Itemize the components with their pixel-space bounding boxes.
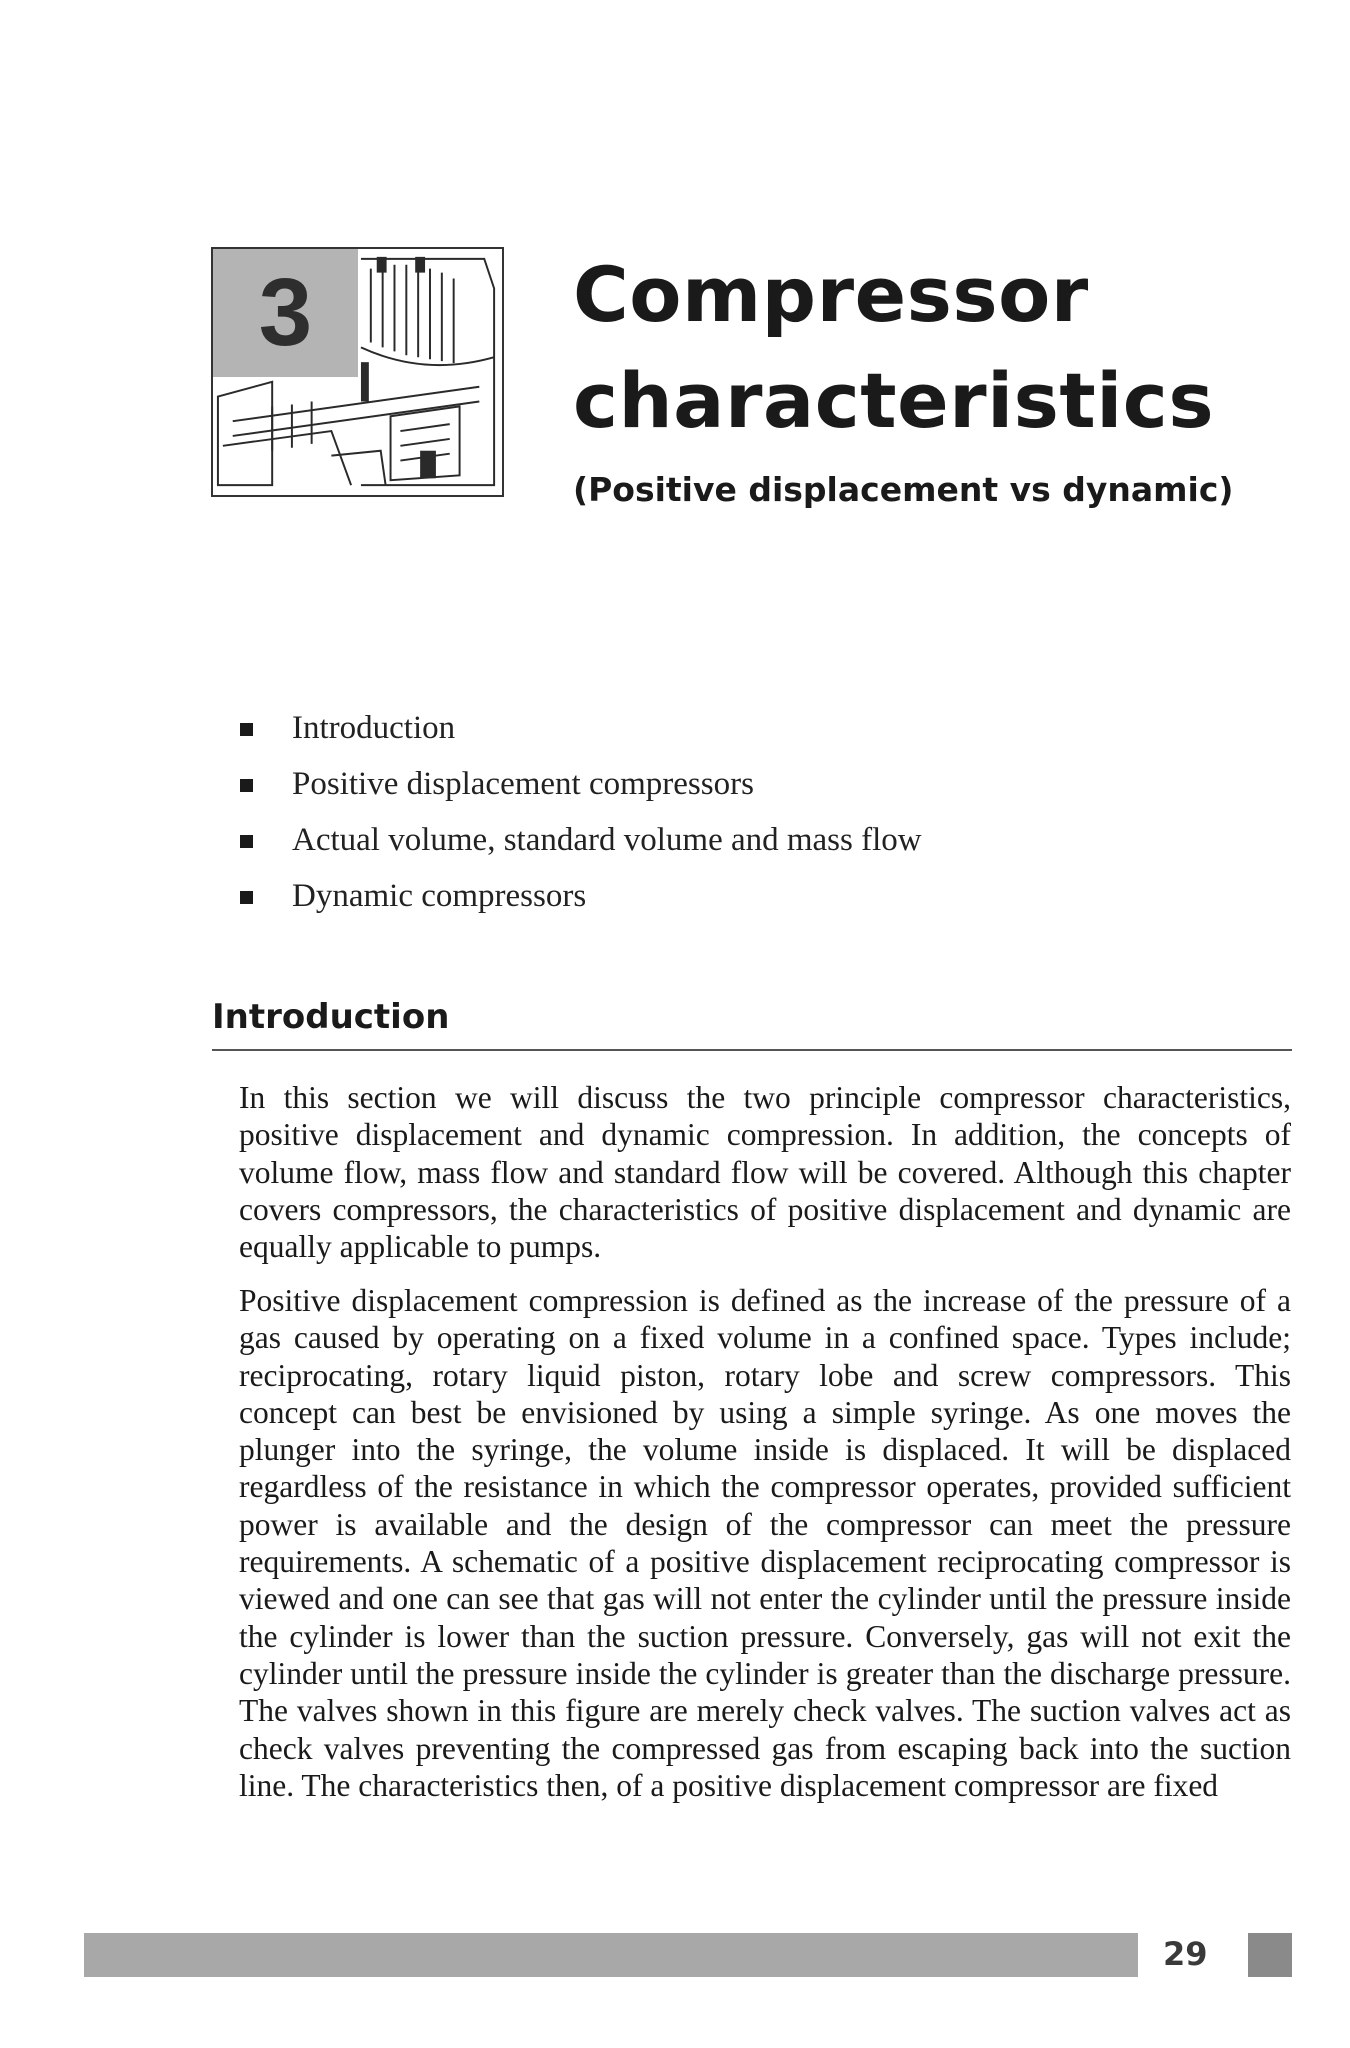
square-bullet-icon <box>240 779 253 792</box>
chapter-number-box <box>213 249 358 377</box>
footer-bar <box>84 1933 1138 1977</box>
contents-item-label: Introduction <box>292 710 456 746</box>
square-bullet-icon <box>240 835 253 848</box>
section-divider <box>212 1049 1292 1051</box>
chapter-subtitle: (Positive displacement vs dynamic) <box>573 470 1234 509</box>
chapter-contents-list <box>240 700 922 924</box>
chapter-illustration <box>211 247 504 497</box>
chapter-title-line-2: characteristics <box>573 356 1215 445</box>
contents-item <box>240 868 922 924</box>
contents-item-label: Positive displacement compressors <box>292 766 754 802</box>
square-bullet-icon <box>240 723 253 736</box>
section-heading: Introduction <box>212 997 450 1037</box>
footer-marker <box>1248 1933 1292 1977</box>
chapter-title <box>573 242 1214 454</box>
contents-item-label: Dynamic compressors <box>292 878 587 914</box>
contents-item <box>240 756 922 812</box>
contents-item <box>240 700 922 756</box>
contents-item-label: Actual volume, standard volume and mass flow <box>292 822 922 858</box>
chapter-number: 3 <box>258 259 313 366</box>
body-paragraph: In this section we will discuss the two principle compressor characteristics, positive displacement and dynamic compression. In addition, the concepts of volume flow, mass flow and standard flow will be covered. Although this chapter covers compressors, the characteristics of positive displacement and dynamic are equally applicable to pumps. <box>239 1080 1291 1265</box>
body-paragraph: Positive displacement compression is defined as the increase of the pressure of a gas caused by operating on a fixed volume in a confined space. Types include; reciprocating, rotary liquid piston, rotary lobe and screw compressors. This concept can best be envisioned by using a simple syringe. As one moves the plunger into the syringe, the volume inside is displaced. It will be displaced regardless of the resistance in which the compressor operates, provided sufficient power is available and the design of the compressor can meet the pressure requirements. A schematic of a positive displacement reciprocating compressor is viewed and one can see that gas will not enter the cylinder until the pressure inside the cylinder is lower than the suction pressure. Conversely, gas will not exit the cylinder until the pressure inside the cylinder is greater than the discharge pressure. The valves shown in this figure are merely check valves. The suction valves act as check valves preventing the compressed gas from escaping back into the suction line. The characteristics then, of a positive displacement compressor are fixed <box>239 1283 1291 1803</box>
chapter-title-line-1: Compressor <box>573 250 1089 339</box>
square-bullet-icon <box>240 891 253 904</box>
page-number: 29 <box>1163 1935 1208 1973</box>
contents-item <box>240 812 922 868</box>
